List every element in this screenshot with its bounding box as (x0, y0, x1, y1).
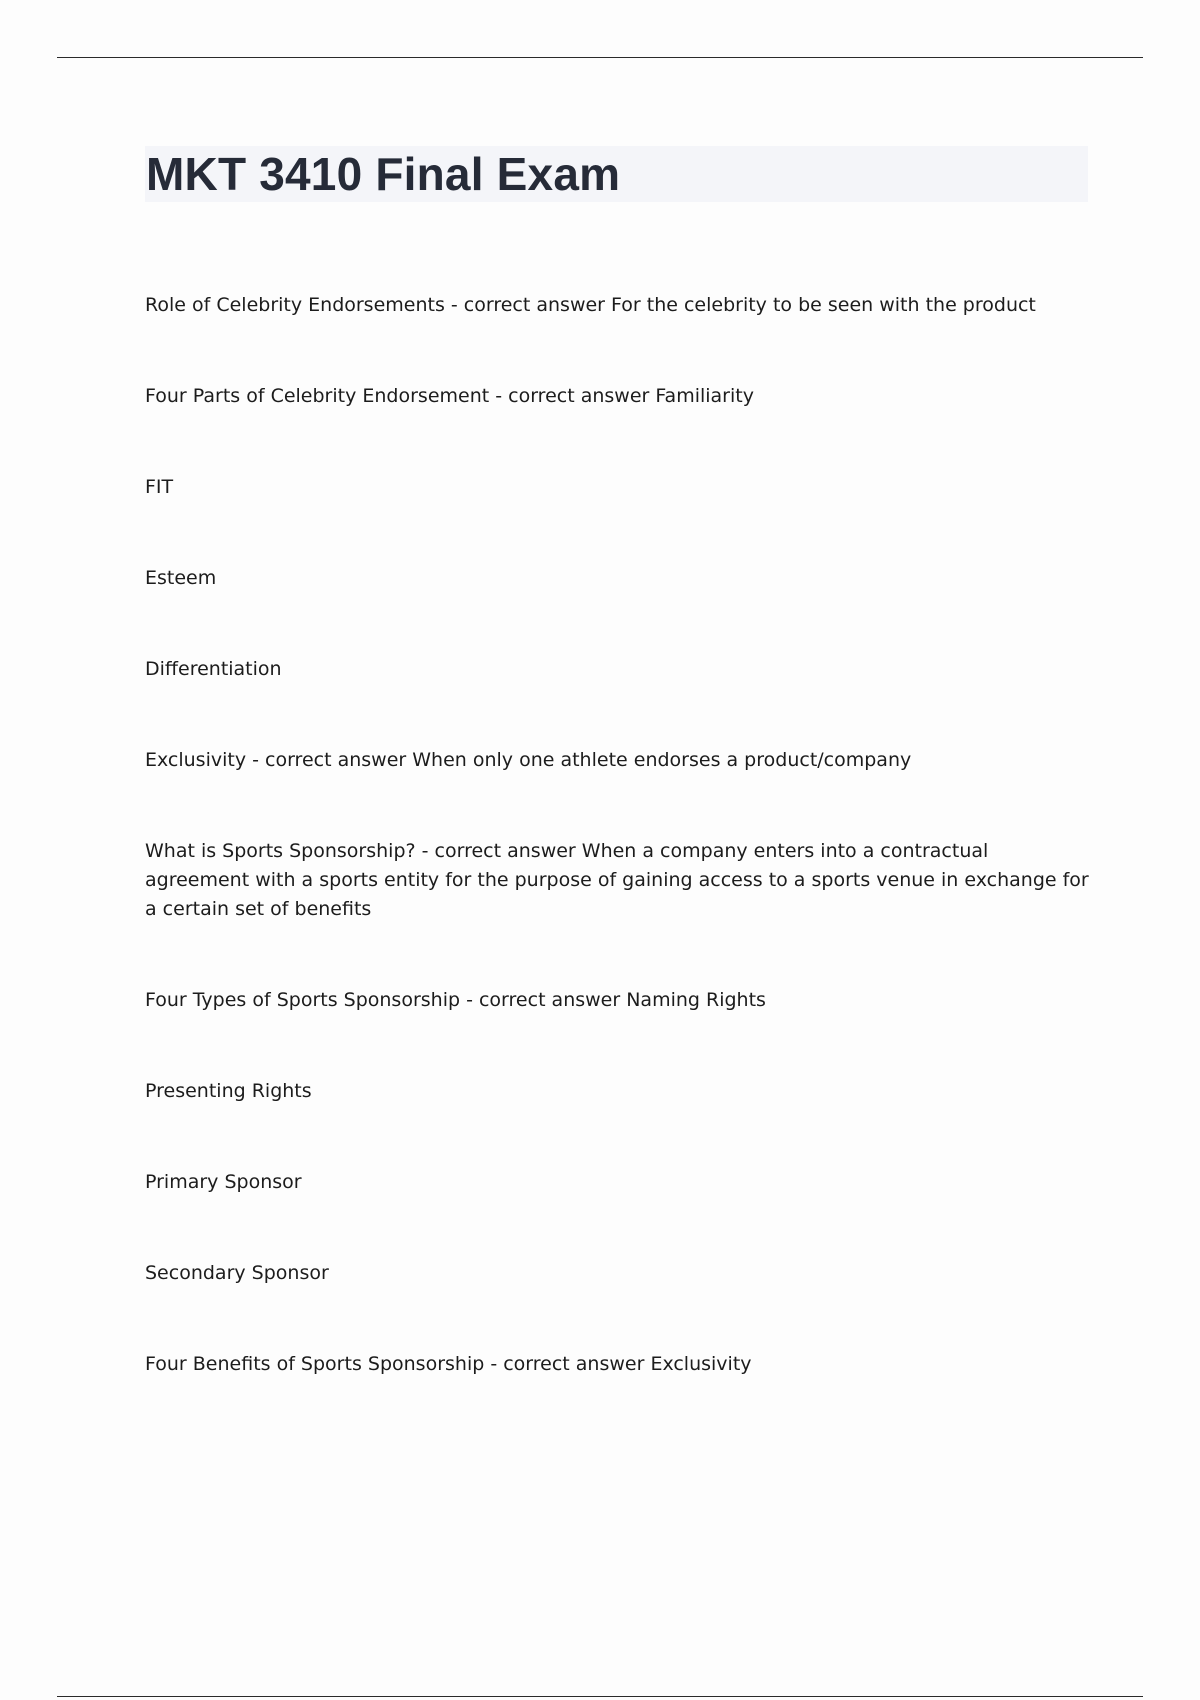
qa-entry: Four Types of Sports Sponsorship - correct answer Naming Rights (145, 989, 766, 1011)
qa-entry: Presenting Rights (145, 1080, 312, 1102)
qa-entry: Four Benefits of Sports Sponsorship - correct answer Exclusivity (145, 1353, 752, 1375)
qa-entry: Four Parts of Celebrity Endorsement - correct answer Familiarity (145, 385, 754, 407)
qa-entry: Exclusivity - correct answer When only one athlete endorses a product/company (145, 749, 912, 771)
qa-entry: What is Sports Sponsorship? - correct answer When a company enters into a contractual agreement with a sports entity for the purpose of gaining access to a sports venue in exchange for a certain set of benefits (145, 840, 1089, 920)
qa-entry: Secondary Sponsor (145, 1262, 329, 1284)
qa-entry: Differentiation (145, 658, 282, 680)
qa-entry: FIT (145, 476, 174, 498)
qa-entry: Esteem (145, 567, 217, 589)
qa-entry: Primary Sponsor (145, 1171, 302, 1193)
document-title: MKT 3410 Final Exam (146, 148, 621, 200)
qa-entry: Role of Celebrity Endorsements - correct answer For the celebrity to be seen with the product (145, 294, 1036, 316)
footer-rule (57, 1696, 1143, 1697)
header-rule (57, 57, 1143, 58)
